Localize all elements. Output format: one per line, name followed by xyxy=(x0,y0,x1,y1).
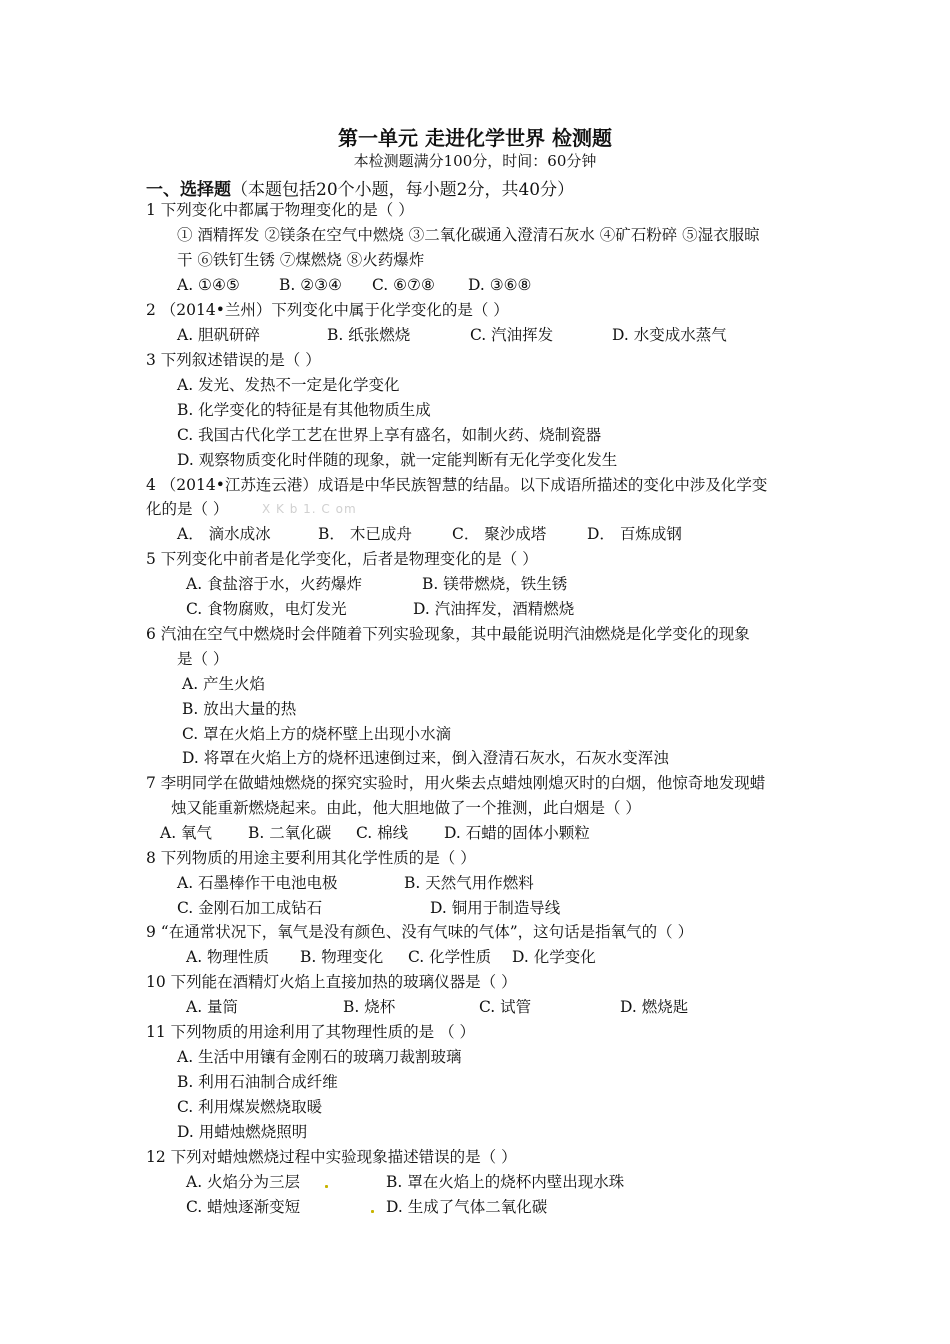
option-c: C. 汽油挥发 xyxy=(470,326,554,344)
option-d: D. 观察物质变化时伴随的现象，就一定能判断有无化学变化发生 xyxy=(177,451,618,469)
option-b: B. 纸张燃烧 xyxy=(327,326,411,344)
option-a: A. 火焰分为三层 xyxy=(186,1173,301,1191)
question-stem: 1 下列变化中都属于物理变化的是（ ） xyxy=(146,201,414,219)
option-d: D. 燃烧匙 xyxy=(620,998,689,1016)
option-b: B. 天然气用作燃料 xyxy=(404,874,534,892)
section-heading xyxy=(146,175,574,200)
option-c: C. 试管 xyxy=(479,998,532,1016)
option-c: C. 化学性质 xyxy=(408,948,492,966)
option-d: D. 化学变化 xyxy=(512,948,596,966)
option-b: B. 化学变化的特征是有其他物质生成 xyxy=(177,401,431,419)
option-b: B. 罩在火焰上的烧杯内壁出现水珠 xyxy=(386,1173,625,1191)
option-b: B. 镁带燃烧，铁生锈 xyxy=(422,575,568,593)
option-b: B. ②③④ xyxy=(279,276,342,294)
option-d: D. 汽油挥发，酒精燃烧 xyxy=(413,600,575,618)
option-c: C. 食物腐败，电灯发光 xyxy=(186,600,347,618)
option-a: A. 胆矾研碎 xyxy=(177,326,261,344)
option-b: B. 利用石油制合成纤维 xyxy=(177,1073,338,1091)
watermark: X K b 1. C om xyxy=(262,502,357,516)
option-d: D. ③⑥⑧ xyxy=(468,276,532,294)
question-stem: 4 （2014•江苏连云港）成语是中华民族智慧的结晶。以下成语所描述的变化中涉及化学变 xyxy=(146,476,768,494)
option-c: C. 利用煤炭燃烧取暖 xyxy=(177,1098,323,1116)
option-c: C. 金刚石加工成钻石 xyxy=(177,899,323,917)
option-d: D． 百炼成钢 xyxy=(587,525,682,543)
page-title: 第一单元 走进化学世界 检测题 xyxy=(338,126,612,150)
option-c: C． 聚沙成塔 xyxy=(452,525,547,543)
question-stem: 10 下列能在酒精灯火焰上直接加热的玻璃仪器是（ ） xyxy=(146,973,517,991)
option-a: A. 量筒 xyxy=(186,998,239,1016)
option-a: A. 食盐溶于水，火药爆炸 xyxy=(186,575,363,593)
question-items: 干 ⑥铁钉生锈 ⑦煤燃烧 ⑧火药爆炸 xyxy=(177,251,425,269)
page-subtitle: 本检测题满分100分，时间：60分钟 xyxy=(353,152,597,170)
question-stem: 化的是（ ） xyxy=(146,500,229,518)
option-d: D. 水变成水蒸气 xyxy=(612,326,727,344)
option-c: C. 罩在火焰上方的烧杯壁上出现小水滴 xyxy=(182,725,452,743)
option-a: A. 石墨棒作干电池电极 xyxy=(177,874,338,892)
question-stem: 2 （2014•兰州）下列变化中属于化学变化的是（ ） xyxy=(146,301,509,319)
option-b: B. 烧杯 xyxy=(343,998,396,1016)
option-d: D. 铜用于制造导线 xyxy=(430,899,561,917)
question-stem: 6 汽油在空气中燃烧时会伴随着下列实验现象，其中最能说明汽油燃烧是化学变化的现象 xyxy=(146,625,750,643)
question-stem: 8 下列物质的用途主要利用其化学性质的是（ ） xyxy=(146,849,476,867)
option-c: C. ⑥⑦⑧ xyxy=(372,276,435,294)
option-d: D. 石蜡的固体小颗粒 xyxy=(444,824,590,842)
section-note: （本题包括20个小题，每小题2分，共40分） xyxy=(231,180,575,200)
option-a: A. ①④⑤ xyxy=(177,276,240,294)
option-d: D. 用蜡烛燃烧照明 xyxy=(177,1123,308,1141)
question-stem: 9 “在通常状况下，氧气是没有颜色、没有气味的气体”，这句话是指氧气的（ ） xyxy=(146,923,694,941)
yellow-dot-mark xyxy=(371,1210,374,1213)
option-a: A. 氧气 xyxy=(160,824,213,842)
option-a: A. 物理性质 xyxy=(186,948,270,966)
option-a: A. 发光、发热不一定是化学变化 xyxy=(177,376,400,394)
option-a: A. 产生火焰 xyxy=(182,675,266,693)
question-stem: 12 下列对蜡烛燃烧过程中实验现象描述错误的是（ ） xyxy=(146,1148,517,1166)
yellow-dot-mark xyxy=(325,1185,328,1188)
option-a: A． 滴水成冰 xyxy=(177,525,271,543)
question-stem: 是（ ） xyxy=(177,650,229,668)
section-title: 一、选择题 xyxy=(146,180,231,200)
question-stem: 5 下列变化中前者是化学变化，后者是物理变化的是（ ） xyxy=(146,550,538,568)
option-b: B． 木已成舟 xyxy=(318,525,412,543)
question-stem: 3 下列叙述错误的是（ ） xyxy=(146,351,321,369)
option-a: A. 生活中用镶有金刚石的玻璃刀裁割玻璃 xyxy=(177,1048,462,1066)
question-items: ① 酒精挥发 ②镁条在空气中燃烧 ③二氧化碳通入澄清石灰水 ④矿石粉碎 ⑤湿衣服晾 xyxy=(177,226,760,244)
option-c: C. 棉线 xyxy=(356,824,409,842)
option-b: B. 放出大量的热 xyxy=(182,700,297,718)
option-d: D. 将罩在火焰上方的烧杯迅速倒过来，倒入澄清石灰水，石灰水变浑浊 xyxy=(182,749,669,767)
question-stem: 7 李明同学在做蜡烛燃烧的探究实验时，用火柴去点蜡烛刚熄灭时的白烟，他惊奇地发现蜡 xyxy=(146,774,766,792)
option-b: B. 物理变化 xyxy=(300,948,384,966)
question-stem: 烛又能重新燃烧起来。由此，他大胆地做了一个推测，此白烟是（ ） xyxy=(171,799,641,817)
option-c: C. 我国古代化学工艺在世界上享有盛名，如制火药、烧制瓷器 xyxy=(177,426,602,444)
question-stem: 11 下列物质的用途利用了其物理性质的是 （ ） xyxy=(146,1023,476,1041)
option-b: B. 二氧化碳 xyxy=(248,824,332,842)
option-d: D. 生成了气体二氧化碳 xyxy=(386,1198,548,1216)
option-c: C. 蜡烛逐渐变短 xyxy=(186,1198,301,1216)
